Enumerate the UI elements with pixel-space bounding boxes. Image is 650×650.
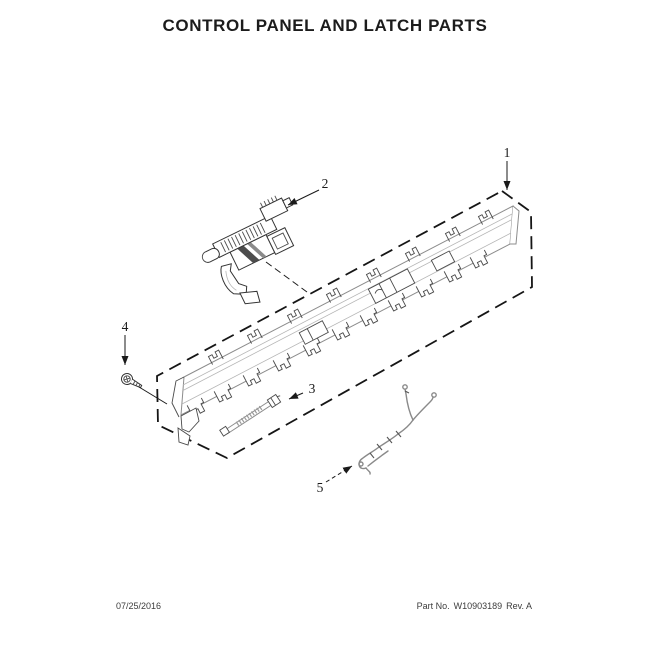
callout-3-leader xyxy=(289,393,303,399)
callout-4-number: 4 xyxy=(121,319,129,334)
page-footer xyxy=(0,601,650,615)
callout-5-number: 5 xyxy=(316,480,324,495)
link-rod-drawing xyxy=(220,393,283,436)
callout-1-number: 1 xyxy=(503,145,511,160)
callout-3 xyxy=(289,381,316,399)
footer-part-number xyxy=(413,601,532,611)
part-number-value: W10903189 xyxy=(453,601,503,611)
callout-2-leader xyxy=(288,190,319,205)
callout-1 xyxy=(504,145,511,190)
callout-3-number: 3 xyxy=(308,381,316,396)
wire-harness-drawing xyxy=(359,385,436,474)
footer-date: 07/25/2016 xyxy=(116,601,162,611)
latch-assembly-drawing xyxy=(192,191,325,317)
callout-2-number: 2 xyxy=(321,176,329,191)
callout-4 xyxy=(122,319,129,365)
screw-drawing xyxy=(120,372,167,404)
page-title: CONTROL PANEL AND LATCH PARTS xyxy=(162,16,488,35)
callout-5 xyxy=(317,466,352,495)
part-number-label: Part No. xyxy=(416,601,450,611)
callout-5-leader xyxy=(326,466,352,482)
revision-value: Rev. A xyxy=(506,601,532,611)
callout-2 xyxy=(288,176,328,205)
